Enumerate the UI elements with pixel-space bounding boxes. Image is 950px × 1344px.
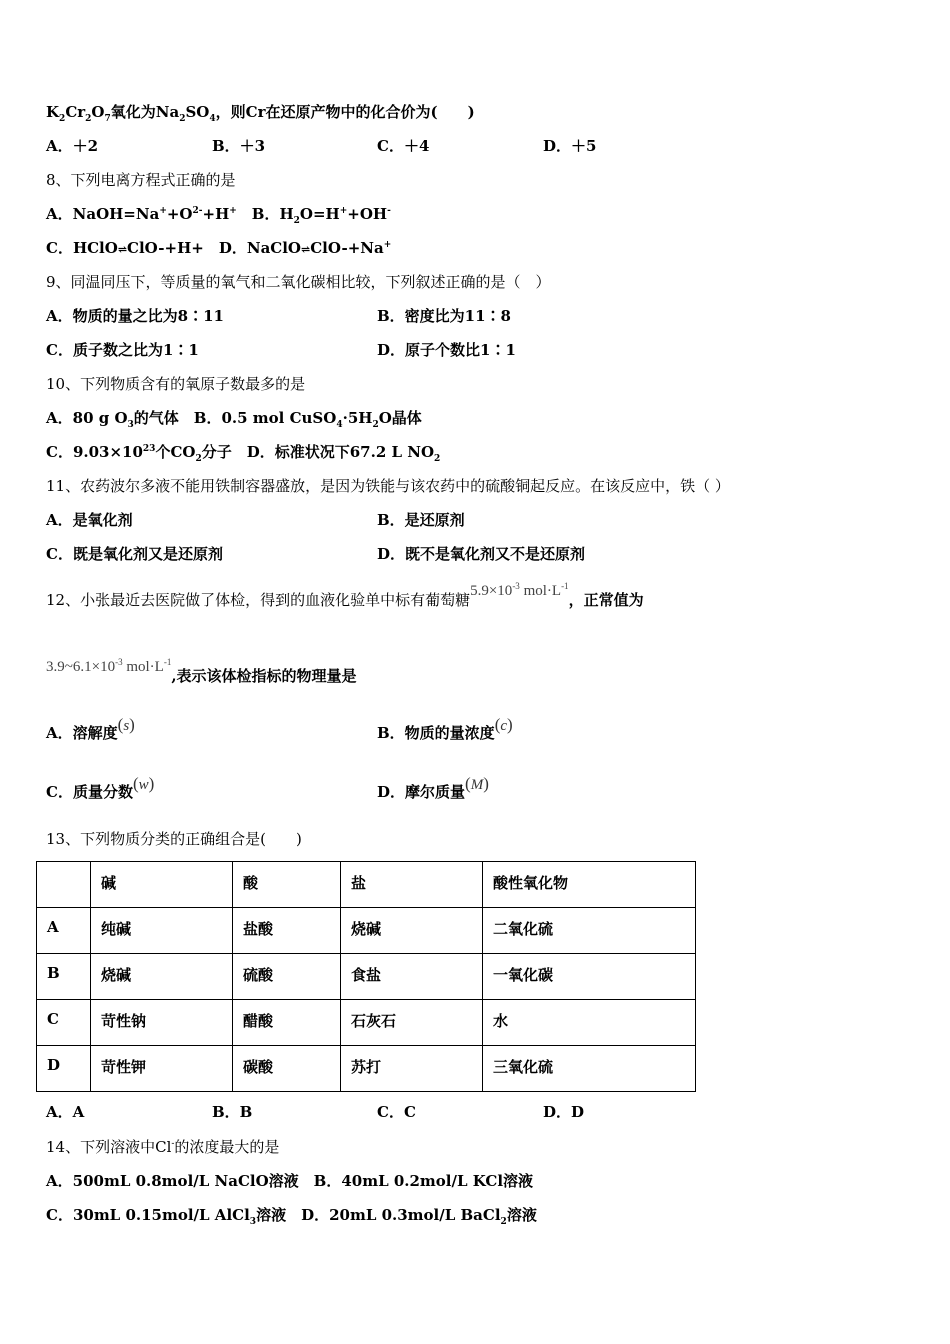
table-cell: B — [37, 954, 91, 1000]
q7-option-c: C．＋4 — [377, 137, 430, 155]
q9-option-d: D．原子个数比1∶1 — [377, 341, 516, 359]
table-cell: A — [37, 908, 91, 954]
q11-option-b: B．是还原剂 — [377, 511, 465, 529]
table-cell: 烧碱 — [91, 954, 233, 1000]
q8-stem: 8、下列电离方程式正确的是 — [46, 171, 236, 189]
table-cell: 盐酸 — [233, 908, 341, 954]
q8-options-ab: A．$NaOH=Na^++O^{2-}+H^+$ B．$H_2O=H^++OH^-$ — [46, 205, 391, 226]
table-cell: 石灰石 — [341, 1000, 483, 1046]
table-cell: 苛性钾 — [91, 1046, 233, 1092]
table-row — [37, 1046, 696, 1092]
table-cell: 食盐 — [341, 954, 483, 1000]
q12-stem-line2: $3.9\sim 6.1\times 10^{-3}$ $mol\cdot L^{-1}$,表示该体检指标的物理量是 — [46, 657, 357, 685]
q11-option-d: D．既不是氧化剂又不是还原剂 — [377, 545, 586, 563]
q7-option-b: B．＋3 — [212, 137, 266, 155]
q11-stem: 11、农药波尔多液不能用铁制容器盛放，是因为铁能与该农药中的硫酸铜起反应。在该反应中，铁（ ） — [46, 477, 730, 495]
table-cell: 纯碱 — [91, 908, 233, 954]
table-cell: 苏打 — [341, 1046, 483, 1092]
q12-option-b: B．物质的量浓度(c) — [377, 715, 513, 742]
table-cell: 二氧化硫 — [483, 908, 696, 954]
q9-stem: 9、同温同压下，等质量的氧气和二氧化碳相比较，下列叙述正确的是（ ） — [46, 273, 551, 291]
q7-stem: $K_2Cr_2O_7$氧化为$Na_2SO_4$，则Cr在还原产物中的化合价为( ) — [46, 103, 475, 124]
q14-stem: 14、下列溶液中Cl-的浓度最大的是 — [46, 1138, 280, 1156]
q9-option-b: B．密度比为11∶8 — [377, 307, 511, 325]
q12-option-a: A．溶解度(s) — [46, 715, 135, 742]
table-cell: 醋酸 — [233, 1000, 341, 1046]
table-cell: 一氧化碳 — [483, 954, 696, 1000]
table-cell: D — [37, 1046, 91, 1092]
q12-measured-value: $5.9\times 10^{-3}$ $mol\cdot L^{-1}$ — [470, 581, 569, 599]
q13-option-b: B．B — [212, 1103, 253, 1121]
table-cell: 硫酸 — [233, 954, 341, 1000]
table-cell: 烧碱 — [341, 908, 483, 954]
table-header-cell — [37, 862, 91, 908]
q7-option-d: D．＋5 — [543, 137, 597, 155]
q11-option-a: A．是氧化剂 — [46, 511, 133, 529]
table-header-cell: 碱 — [91, 862, 233, 908]
q10-stem: 10、下列物质含有的氧原子数最多的是 — [46, 375, 306, 393]
table-header-cell: 酸性氧化物 — [483, 862, 696, 908]
q14-options-cd: C．30mL 0.15mol/L AlCl$_3$溶液 D．20mL 0.3mol/L BaCl$_2$溶液 — [46, 1206, 537, 1227]
q12-option-c: C．质量分数(w) — [46, 774, 155, 801]
table-row — [37, 908, 696, 954]
reversible-arrow-icon: ⇌ — [301, 243, 311, 256]
table-cell: 碳酸 — [233, 1046, 341, 1092]
q13-option-a: A．A — [46, 1103, 85, 1121]
q13-option-d: D．D — [543, 1103, 585, 1121]
table-row — [37, 1000, 696, 1046]
q9-option-c: C．质子数之比为1∶1 — [46, 341, 199, 359]
table-cell: 三氧化硫 — [483, 1046, 696, 1092]
q12-stem-line1: 12、小张最近去医院做了体检，得到的血液化验单中标有葡萄糖$5.9\times 10^{-3}$ $mol\cdot L^{-1}$，正常值为 — [46, 581, 644, 609]
table-cell: 苛性钠 — [91, 1000, 233, 1046]
q10-options-cd: C．$9.03\times 10^{23}$个$CO_2$分子 D．标准状况下67.2 L $NO_2$ — [46, 443, 441, 464]
reversible-arrow-icon: ⇌ — [117, 243, 128, 256]
table-row — [37, 954, 696, 1000]
q12-normal-range: $3.9\sim 6.1\times 10^{-3}$ $mol\cdot L^{-1}$ — [46, 657, 172, 675]
classification-table — [36, 861, 696, 1092]
q13-option-c: C．C — [377, 1103, 416, 1121]
table-header-cell: 盐 — [341, 862, 483, 908]
table-header-cell: 酸 — [233, 862, 341, 908]
q7-option-a: A．＋2 — [46, 137, 99, 155]
table-header-row — [37, 862, 696, 908]
q10-options-ab: A．80 g $O_3$的气体 B．0.5 mol $CuSO_4\cdot 5H_2O$晶体 — [46, 409, 422, 430]
q14-options-ab: A．500mL 0.8mol/L NaClO溶液 B．40mL 0.2mol/L KCl溶液 — [46, 1172, 534, 1190]
q9-option-a: A．物质的量之比为8∶11 — [46, 307, 224, 325]
q13-stem: 13、下列物质分类的正确组合是( ) — [46, 830, 302, 848]
q11-option-c: C．既是氧化剂又是还原剂 — [46, 545, 223, 563]
q8-options-cd: C．HClO⇌ClO-+H+ D．NaClO⇌ClO-+Na+ — [46, 239, 392, 257]
table-cell: 水 — [483, 1000, 696, 1046]
q12-option-d: D．摩尔质量(M) — [377, 774, 489, 801]
table-cell: C — [37, 1000, 91, 1046]
